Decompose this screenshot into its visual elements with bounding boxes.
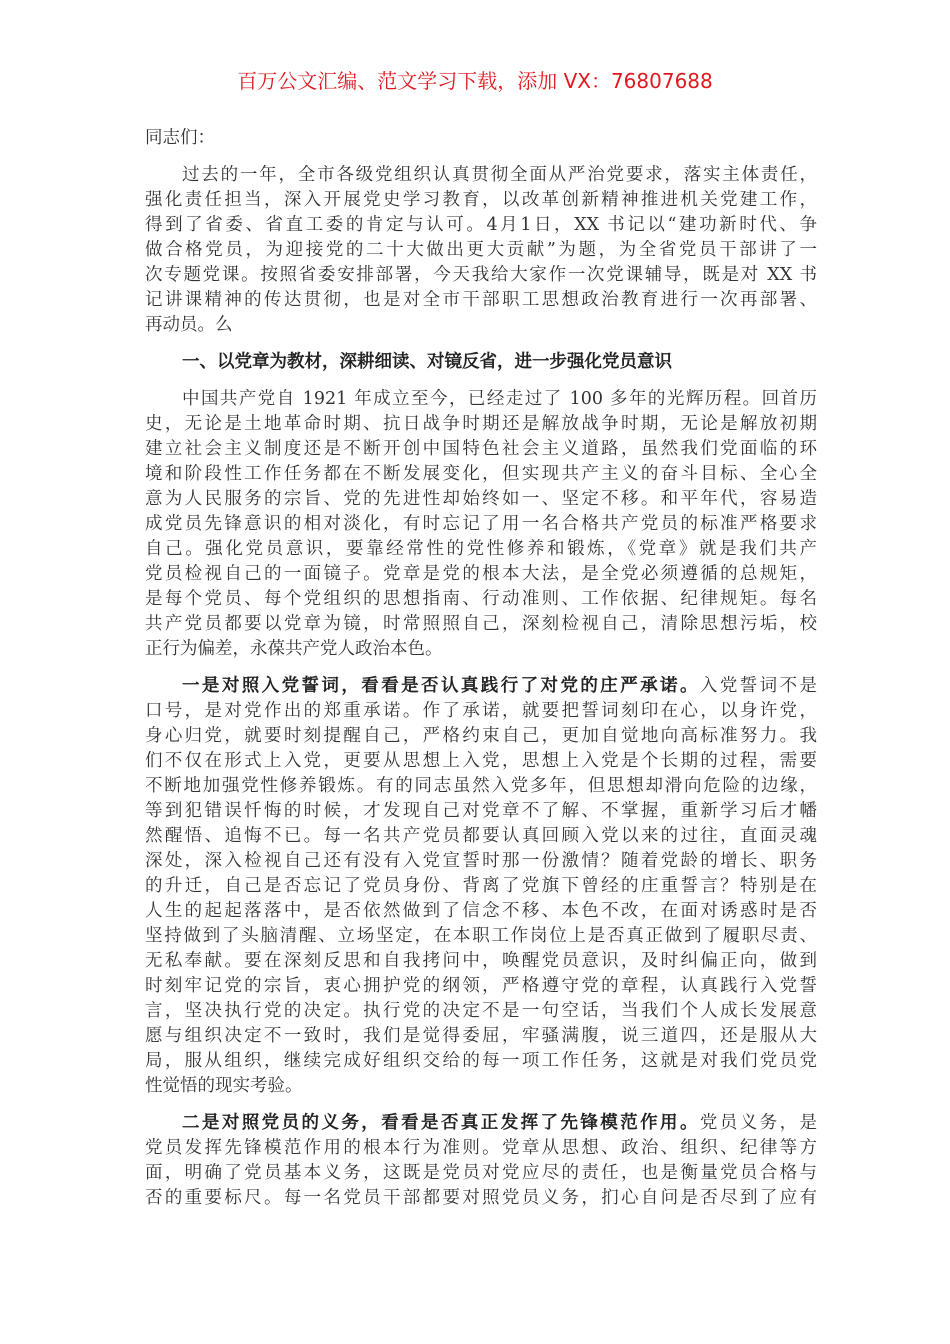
text-line: 坚持做到了头脑清醒、立场坚定，在本职工作岗位上是否真正做到了履职尽责、: [145, 926, 817, 946]
paragraphs: [145, 163, 817, 1211]
text-line: 等到犯错误忏悔的时候，才发现自己对党章不了解、不掌握，重新学习后才幡: [145, 801, 817, 821]
text-line: 成党员先锋意识的相对淡化，有时忘记了用一名合格共产党员的标准严格要求: [145, 514, 817, 534]
text-line: 性觉悟的现实考验。: [145, 1076, 303, 1096]
paragraph: [145, 163, 817, 338]
text-line: 局，服从组织，继续完成好组织交给的每一项工作任务，这就是对我们党员党: [145, 1051, 817, 1071]
text-line: 再动员。么: [145, 315, 233, 335]
text-line: 不断地加强党性修养锻炼。有的同志虽然入党多年，但思想却滑向危险的边缘，: [145, 776, 817, 796]
text-line: 的升迁，自己是否忘记了党员身份、背离了党旗下曾经的庄重誓言？特别是在: [145, 876, 817, 896]
text-line: 无私奉献。要在深刻反思和自我拷问中，唤醒党员意识，及时纠偏正向，做到: [145, 951, 817, 971]
text-line: 一、以党章为教材，深耕细读、对镜反省，进一步强化党员意识: [182, 352, 672, 372]
text-line: 是每个党员、每个党组织的思想指南、行动准则、工作依据、纪律规矩。每名: [145, 589, 817, 609]
bold-lead: 一是对照入党誓词，看看是否认真践行了对党的庄严承诺。: [182, 676, 700, 696]
text-line: 中国共产党自 1921 年成立至今，已经走过了 100 多年的光辉历程。回首历: [182, 389, 817, 409]
text-line: 次专题党课。按照省委安排部署，今天我给大家作一次党课辅导，既是对 XX 书: [145, 265, 817, 285]
line-text: 入党誓词不是: [699, 676, 818, 696]
download-banner: 百万公文汇编、范文学习下载，添加 VX：76807688: [237, 69, 713, 93]
text-line: 建立社会主义制度还是不断开创中国特色社会主义道路，虽然我们党面临的环: [145, 439, 817, 459]
text-line: 境和阶段性工作任务都在不断发展变化，但实现共产主义的奋斗目标、全心全: [145, 464, 817, 484]
paragraph: [145, 674, 817, 1099]
text-line: 时刻牢记党的宗旨，衷心拥护党的纲领，严格遵守党的章程，认真践行入党誓: [145, 976, 817, 996]
text-line: 史，无论是土地革命时期、抗日战争时期还是解放战争时期，无论是解放初期: [145, 414, 817, 434]
text-line: 否的重要标尺。每一名党员干部都要对照党员义务，扪心自问是否尽到了应有: [145, 1188, 817, 1208]
text-line: 身心归党，就要时刻提醒自己，严格约束自己，更加自觉地向高标准努力。我: [145, 726, 817, 746]
text-line: 言，坚决执行党的决定。执行党的决定不是一句空话，当我们个人成长发展意: [145, 1001, 817, 1021]
greeting: 同志们：: [145, 128, 215, 148]
text-line: 共产党员都要以党章为镜，时常照照自己，深刻检视自己，清除思想污垢，校: [145, 614, 817, 634]
text-line: 自己。强化党员意识，要靠经常性的党性修养和锻炼，《党章》就是我们共产: [145, 539, 817, 559]
text-line: 得到了省委、省直工委的肯定与认可。4月1日，XX 书记以“建功新时代、争: [145, 215, 817, 235]
text-line: 面，明确了党员基本义务，这既是党员对党应尽的责任，也是衡量党员合格与: [145, 1163, 817, 1183]
bold-lead: 二是对照党员的义务，看看是否真正发挥了先锋模范作用。: [182, 1113, 700, 1133]
text-line: 们不仅在形式上入党，更要从思想上入党，思想上入党是个长期的过程，需要: [145, 751, 817, 771]
text-line: 党员检视自己的一面镜子。党章是党的根本大法，是全党必须遵循的总规矩，: [145, 564, 817, 584]
text-line: 意为人民服务的宗旨、党的先进性却始终如一、坚定不移。和平年代，容易造: [145, 489, 817, 509]
document-body: [145, 126, 817, 1223]
paragraph: [145, 1111, 817, 1211]
text-line: 记讲课精神的传达贯彻，也是对全市干部职工思想政治教育进行一次再部署、: [145, 290, 817, 310]
text-line: [145, 674, 817, 699]
text-line: 深处，深入检视自己还有没有入党宣誓时那一份激情？随着党龄的增长、职务: [145, 851, 817, 871]
text-line: 口号，是对党作出的郑重承诺。作了承诺，就要把誓词刻印在心，以身许党，: [145, 701, 817, 721]
text-line: 党员发挥先锋模范作用的根本行为准则。党章从思想、政治、组织、纪律等方: [145, 1138, 817, 1158]
text-line: [145, 1111, 817, 1136]
section-heading: [145, 350, 817, 375]
text-line: 然醒悟、追悔不已。每一名共产党员都要认真回顾入党以来的过往，直面灵魂: [145, 826, 817, 846]
text-line: 人生的起起落落中，是否依然做到了信念不移、本色不改，在面对诱惑时是否: [145, 901, 817, 921]
text-line: 正行为偏差，永葆共产党人政治本色。: [145, 639, 443, 659]
line-text: 党员义务，是: [699, 1113, 818, 1133]
text-line: 强化责任担当，深入开展党史学习教育，以改革创新精神推进机关党建工作，: [145, 190, 817, 210]
text-line: 做合格党员，为迎接党的二十大做出更大贡献”为题，为全省党员干部讲了一: [145, 240, 817, 260]
paragraph: [145, 387, 817, 662]
text-line: 愿与组织决定不一致时，我们是觉得委屈，牢骚满腹，说三道四，还是服从大: [145, 1026, 817, 1046]
text-line: 过去的一年，全市各级党组织认真贯彻全面从严治党要求，落实主体责任，: [182, 165, 817, 185]
